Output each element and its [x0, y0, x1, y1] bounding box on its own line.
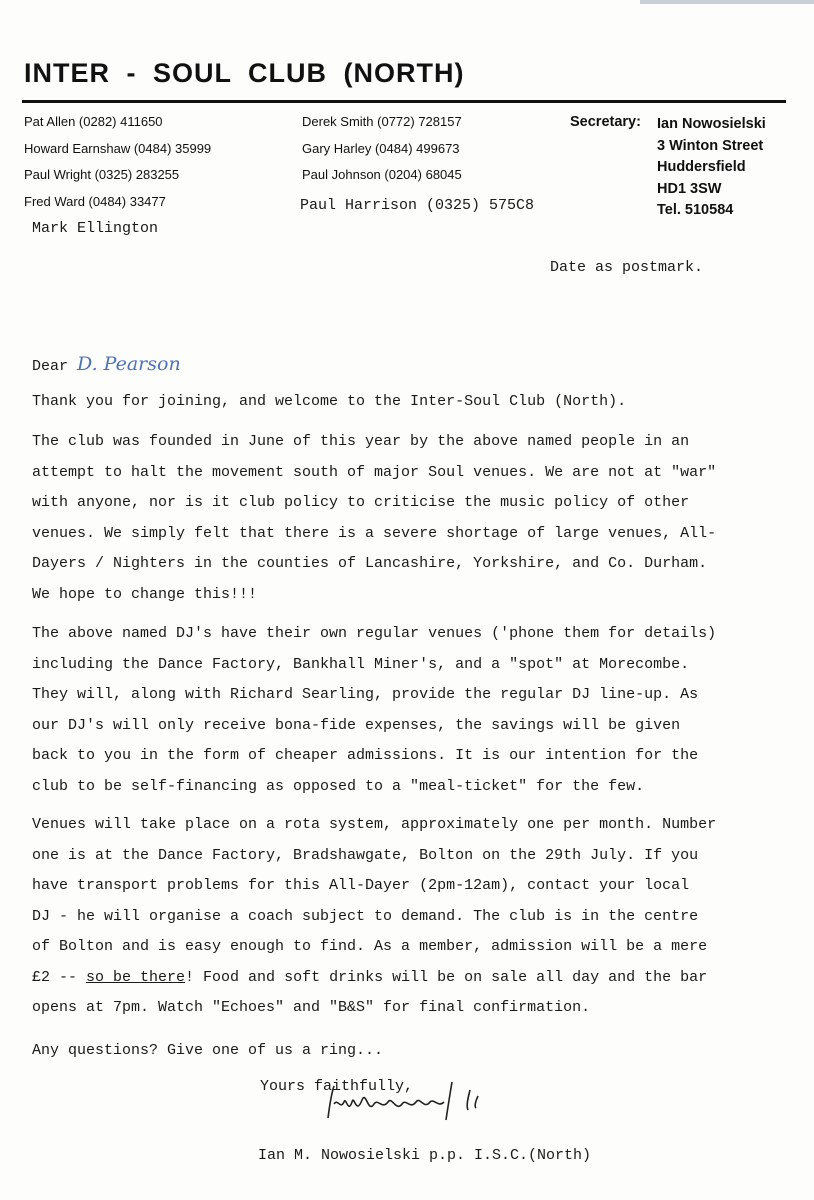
text-line: Any questions? Give one of us a ring... [32, 1042, 384, 1059]
text-line: our DJ's will only receive bona-fide expenses, the savings will be given [32, 716, 681, 734]
text-line: with anyone, nor is it club policy to criticise the music policy of other [32, 494, 690, 511]
text-line: attempt to halt the movement south of major Soul venues. We are not at "war" [32, 463, 717, 481]
members-column-1 [24, 109, 211, 215]
salutation [32, 353, 181, 375]
secretary-line: Ian Nowosielski [657, 116, 766, 132]
text-line: back to you in the form of cheaper admissions. It is our intention for the [32, 747, 699, 764]
signer-line: Ian M. Nowosielski p.p. I.S.C.(North) [258, 1147, 592, 1164]
text-line: one is at the Dance Factory, Bradshawgate, Bolton on the 29th July. If you [32, 846, 699, 864]
paragraph-founding [32, 427, 802, 610]
text-span: ! Food and soft drinks will be on sale all day and the bar [185, 968, 708, 986]
paragraph-questions [32, 1036, 802, 1067]
text-line [32, 963, 802, 994]
underlined-emphasis: so be there [86, 968, 186, 986]
salutation-text: Dear [32, 358, 69, 375]
text-line: They will, along with Richard Searling, provide the regular DJ line-up. As [32, 686, 699, 703]
typed-member-entry: Mark Ellington [32, 220, 159, 237]
signature [320, 1080, 500, 1128]
handwritten-recipient-name: D. Pearson [77, 353, 181, 375]
member-entry: Howard Earnshaw (0484) 35999 [24, 140, 212, 156]
text-line: Thank you for joining, and welcome to the Inter-Soul Club (North). [32, 393, 627, 410]
letterhead-rule [22, 100, 786, 103]
closing: Yours faithfully, [260, 1078, 414, 1095]
member-entry: Paul Wright (0325) 283255 [24, 167, 180, 182]
letterhead-title: INTER - SOUL CLUB (NORTH) [24, 58, 465, 88]
secretary-line: 3 Winton Street [657, 137, 764, 154]
text-line: club to be self-financing as opposed to a "meal-ticket" for the few. [32, 777, 645, 795]
paragraph-djs [32, 619, 802, 802]
text-line: opens at 7pm. Watch "Echoes" and "B&S" for final confirmation. [32, 999, 591, 1016]
paragraph-venues [32, 810, 802, 1024]
member-entry: Paul Johnson (0204) 68045 [302, 167, 462, 182]
typed-member-entry: Paul Harrison (0325) 575C8 [300, 197, 535, 214]
member-entry: Derek Smith (0772) 728157 [302, 114, 462, 129]
text-line: Venues will take place on a rota system, approximately one per month. Number [32, 816, 717, 833]
secretary-label: Secretary: [570, 114, 641, 130]
member-entry: Gary Harley (0484) 499673 [302, 140, 460, 156]
text-line: We hope to change this!!! [32, 585, 258, 603]
member-entry: Fred Ward (0484) 33477 [24, 193, 166, 209]
text-line: including the Dance Factory, Bankhall Miner's, and a "spot" at Morecombe. [32, 655, 690, 673]
secretary-line: Tel. 510584 [657, 202, 734, 218]
secretary-line: HD1 3SW [657, 180, 722, 197]
edge-mark [640, 0, 814, 4]
member-entry: Pat Allen (0282) 411650 [24, 114, 163, 129]
text-line: DJ - he will organise a coach subject to demand. The club is in the centre [32, 907, 699, 925]
text-line: have transport problems for this All-Dayer (2pm-12am), contact your local [32, 877, 690, 894]
secretary-line: Huddersfield [657, 159, 746, 175]
secretary-address [657, 114, 766, 222]
text-line: The club was founded in June of this year by the above named people in an [32, 433, 690, 450]
text-line: Dayers / Nighters in the counties of Lancashire, Yorkshire, and Co. Durham. [32, 555, 708, 572]
text-line: of Bolton and is easy enough to find. As a member, admission will be a mere [32, 938, 708, 955]
text-line: venues. We simply felt that there is a severe shortage of large venues, All- [32, 524, 717, 542]
text-line: The above named DJ's have their own regular venues ('phone them for details) [32, 625, 717, 642]
date-line: Date as postmark. [550, 259, 704, 276]
members-column-2 [302, 109, 462, 189]
paragraph-welcome [32, 387, 802, 418]
text-span: £2 -- [32, 968, 87, 986]
